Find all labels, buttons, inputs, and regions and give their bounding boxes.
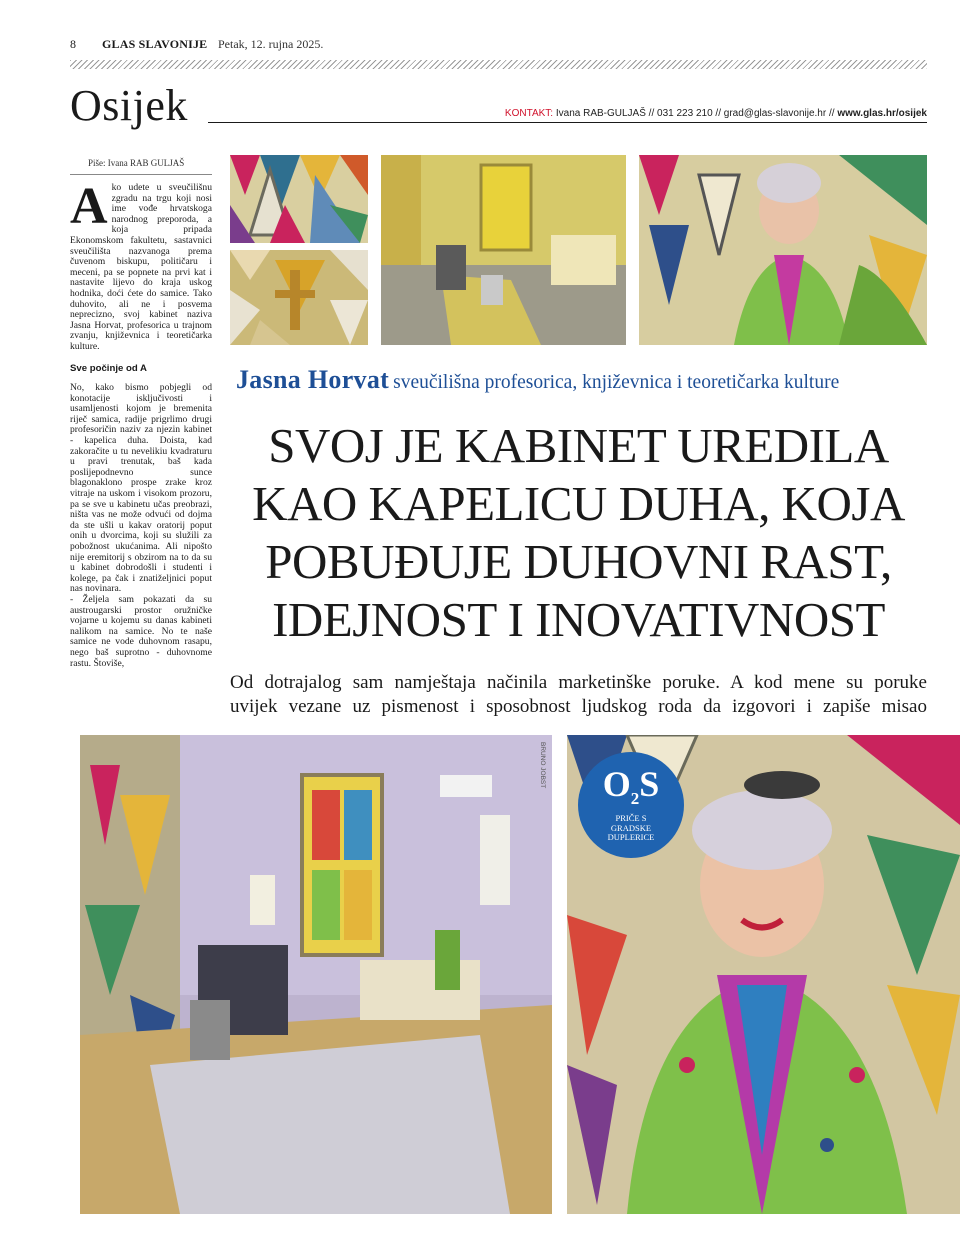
- headline-line: POBUĐUJE DUHOVNI RAST,: [265, 534, 892, 589]
- person-name-line: [236, 365, 839, 395]
- contact-name: Ivana RAB-GULJAŠ: [555, 108, 646, 119]
- o2s-logo-o: O: [602, 764, 631, 804]
- article-intro: ko udete u sveučilišnu zgradu na trgu koji nosi ime vođe hrvatskoga narodnog preporoda, a koja pripada Ekonomskom fakultetu, sastavnici sveučilišta nazvanoga prema čuvenom biskupu, političaru i meceni, pa se popnete na prvi kat i nastavite lijevo do kraja uskog hodnika, doći ćete do samice. Tako duhovito, ali ne i posvema neprecizno, svoj kabinet naziva Jasna Horvat, profesorica u trajnom zvanju, književnica i teoretičarka kulture.: [70, 182, 212, 352]
- person-title: sveučilišna profesorica, književnica i teoretičarka kulture: [393, 372, 840, 393]
- subtitle-line: Od dotrajalog sam namještaja načinila marketinške poruke. A kod mene su poruke: [230, 672, 927, 693]
- stained-glass-photo-letter-a: [230, 155, 368, 243]
- page-number: 8: [70, 37, 76, 51]
- contact-phone: 031 223 210: [657, 108, 713, 119]
- article-subhead: Sve počinje od A: [70, 362, 147, 374]
- contact-email[interactable]: grad@glas-slavonije.hr: [723, 108, 827, 119]
- contact-separator: //: [712, 108, 724, 119]
- contact-separator: //: [826, 108, 838, 119]
- o2s-badge: [578, 752, 684, 858]
- issue-date: Petak, 12. rujna 2025.: [218, 37, 324, 51]
- masthead: GLAS SLAVONIJE: [102, 37, 208, 51]
- subtitle-line: uvijek vezane uz pismenost i sposobnost ljudskog roda da izgovori i zapiše misao: [230, 696, 927, 717]
- office-wide-photo: [80, 735, 552, 1214]
- article-body: No, kako bismo pobjegli od konotacije isključivosti i usamljenosti kojom je bremenita riječ samica, radije prigrlimo drugi profesoričin naziv za njezin kabinet - kapelica duha. Doista, kad zakoračite u tu nevelikiu kvadraturu u pravi trenutak, baš kada poslijepodnevno sunce blagonaklono prospe zrake kroz vitraje na uskom i visokom prozoru, pa se sve u kabinetu učas preobrazi, ništa vas ne može odvući od dojma da ste ušli u kakav oratorij poput onih u dvorcima, koji su služili za pobožnost ukućanima. Ali nipošto nije eremitorij s obzirom na to da su u kabinet dobrodošli i studenti i kolege, pa čak i znatiželjnici poput nas novinara.: [70, 382, 212, 595]
- stained-glass-photo-mosaic: [230, 250, 368, 345]
- badge-line: DUPLERICE: [607, 832, 655, 842]
- o2s-logo-subscript: 2: [630, 789, 640, 809]
- byline-rule: [70, 174, 212, 175]
- drop-cap: A: [70, 178, 108, 235]
- office-interior-photo: [381, 155, 626, 345]
- headline-line: IDEJNOST I INOVATIVNOST: [272, 592, 885, 647]
- o2s-logo: [578, 766, 684, 817]
- headline: [230, 417, 927, 649]
- subtitle: [230, 671, 927, 719]
- headline-line: SVOJ JE KABINET UREDILA: [268, 418, 889, 473]
- header-hatch-divider: [70, 60, 927, 69]
- section-rule: [208, 122, 927, 123]
- headline-line: KAO KAPELICU DUHA, KOJA: [252, 476, 905, 531]
- contact-separator: //: [645, 108, 658, 119]
- badge-line: PRIČE S: [615, 813, 647, 823]
- section-title: Osijek: [70, 81, 188, 130]
- o2s-badge-text: [578, 814, 684, 843]
- contact-url[interactable]: www.glas.hr/osijek: [837, 108, 927, 119]
- article-body-continued: - Željela sam pokazati da su austrougarski prostor oružničke vojarne u kojemu su danas kabineti nalikom na samice. No te naše samice ne vode duhovnom rasapu, nego baš suprotno - duhovnome rastu. Štoviše,: [70, 593, 212, 669]
- person-name: Jasna Horvat: [236, 365, 390, 394]
- o2s-logo-s: S: [639, 764, 660, 804]
- contact-label: KONTAKT:: [504, 108, 554, 119]
- article-intro-column: [70, 178, 212, 669]
- contact-line: [505, 108, 927, 119]
- photo-credit: BRUNO JOBST: [539, 742, 546, 789]
- professor-portrait-photo-small: [639, 155, 927, 345]
- badge-line: GRADSKE: [610, 822, 652, 833]
- byline: Piše: Ivana RAB GULJAŠ: [88, 158, 185, 168]
